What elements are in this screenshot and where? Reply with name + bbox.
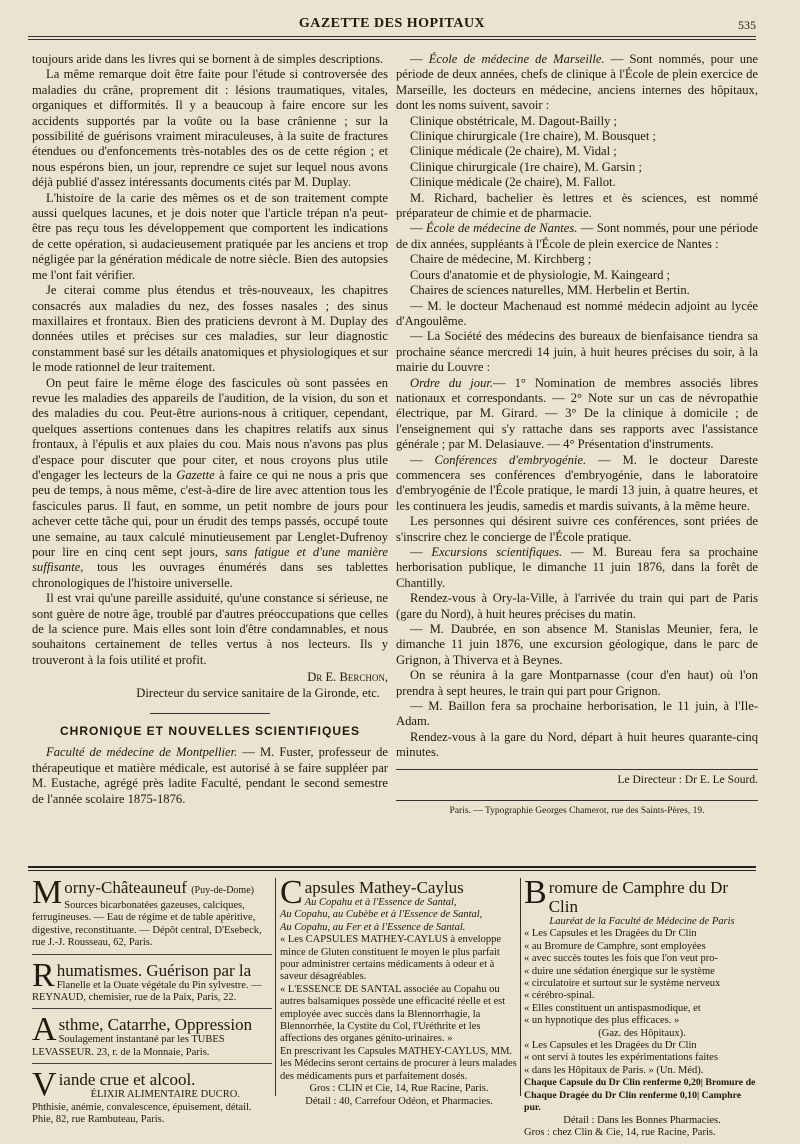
ads-right-column xyxy=(524,874,760,1139)
text-run: On peut faire le même éloge des fascicules où sont passées en revue les maladies des appareils de l'audition, de la vision, du son et des maladies du cou. Peut-être aurions-nous à critiquer, cependant, quelques assertions contenues dans les chapitres relatifs aux sinus frontaux, à l'épulis et aux plaies du cou. Mais nous n'avons pas plus d'espace pour discuter que pour citer, et nous croyons plus utile d'engager les lecteurs de la xyxy=(32,375,388,482)
ad-subheading: Au Copahu, au Fer et à l'Essence de Santal. xyxy=(280,921,466,933)
italic-run: Conférences d'embryogénie. xyxy=(434,452,587,467)
list-item: Clinique médicale (2e chaire), M. Vidal ; xyxy=(410,144,617,159)
paragraph: Il est vrai qu'une pareille assiduité, qu'une constance si sérieuse, ne sont guère de notre âge, troublé par d'autres préoccupations que celles de la science pure. Mais elles sont loin d'être condamnables, et nous souhaitons certainement de telles vertus à nos lecteurs. Ils y trouveront à la fois utilité et profit. xyxy=(32,591,388,667)
ads-column-divider xyxy=(520,878,521,1096)
text-run: — M. Fuster, professeur de thérapeutique et matière médicale, est autorisé à se faire suppléer par M. Eustache, agrégé près ladite Faculté, pendant le second semestre de l'année scolaire 1875-1876. xyxy=(32,745,388,806)
section-title: CHRONIQUE ET NOUVELLES SCIENTIFIQUES xyxy=(59,724,361,739)
ad-heading: iande crue et alcool. xyxy=(58,1070,196,1090)
paragraph: — M. Daubrée, en son absence M. Stanislas Meunier, fera, le dimanche 11 juin 1876, une excursion géologique, dans le parc de Grignon, à Thiverva et à Beynes. xyxy=(396,622,758,667)
ad-body: En prescrivant les Capsules MATHEY-CAYLUS, MM. les Médecins seront certains de procurer à leurs malades des médicaments purs et parfaitement dosés. xyxy=(280,1045,517,1082)
ad-line: « dans les Hôpitaux de Paris. » (Un. Méd). xyxy=(524,1064,704,1076)
ad-initial: V xyxy=(32,1066,57,1104)
ad-initial: A xyxy=(32,1011,57,1049)
appointment-list xyxy=(396,114,758,191)
ad-heading: sthme, Catarrhe, Oppression xyxy=(58,1015,253,1035)
list-item: Cours d'anatomie et de physiologie, M. Kaingeard ; xyxy=(410,267,671,282)
paragraph: — École de médecine de Nantes. — Sont nommés, pour une période de dix années, suppléants à l'École de plein exercice de Nantes : xyxy=(396,221,759,251)
ads-rule-thin xyxy=(28,870,756,871)
ad-line: (Gaz. des Hôpitaux). xyxy=(598,1027,686,1039)
text-run: — 1° Nomination de membres associés libres nationaux et correspondants. — 2° Note sur un cas de névropathie électrique, par M. Girard. — 3° De la clinique à domicile ; de l'enseignement qui s'y rattache dans ses rapports avec l'assistance générale ; par M. Delasiauve. — 4° Présentation d'instruments. xyxy=(396,375,759,452)
ad-line: « ont servi à toutes les expérimentations faites xyxy=(524,1052,718,1064)
paragraph xyxy=(396,376,758,453)
ad-heading: apsules Mathey-Caylus xyxy=(304,878,464,897)
journal-title: GAZETTE DES HOPITAUX xyxy=(298,16,486,31)
ad-line: Chaque Dragée du Dr Clin renferme 0,10| Camphre pur. xyxy=(524,1089,742,1114)
ad-morny xyxy=(32,874,272,955)
ad-line: « au Bromure de Camphre, sont employées xyxy=(524,940,706,952)
ad-subheading: Au Copahu et à l'Essence de Santal, xyxy=(304,897,457,908)
ads-rule xyxy=(28,866,756,868)
appointment-list xyxy=(396,252,758,298)
paragraph: Je citerai comme plus étendus et très-nouveaux, les chapitres consacrés aux maladies du nez, des fosses nasales ; des sinus maxillaires et frontaux. Bien des praticiens devront à M. Duplay des données utiles et précises sur ces maladies, sur leur diagnostic constamment basé sur les détails anatomiques et physiologiques et sur le mode rationnel de leur traitement. xyxy=(32,283,388,375)
left-column xyxy=(32,52,388,807)
text-run: — Sont nommés, pour une période de dix années, suppléants à l'École de plein exercice de Nantes : xyxy=(396,221,759,251)
paragraph: On se réunira à la gare Montparnasse (cour d'en haut) où l'on prendra à sept heures, le train qui part pour Grignon. xyxy=(396,668,758,698)
paragraph: M. Richard, bachelier ès lettres et ès sciences, est nommé préparateur de chimie et de pharmacie. xyxy=(396,190,758,221)
ad-rhumatismes xyxy=(32,956,272,1010)
author-signature: Dr E. Berchon, xyxy=(307,670,388,685)
ad-heading: romure de Camphre du Dr Clin xyxy=(548,878,729,916)
paragraph: — École de médecine de Marseille. — Sont nommés, pour une période de deux années, chefs de clinique à l'École de plein exercice de Marseille, les docteurs en médecine, anciens internes des hôpitaux, dont les noms suivent, savoir : xyxy=(396,52,758,113)
ad-heading: humatismes. Guérison par la xyxy=(56,960,252,980)
text-run: à faire ce qui ne nous a pris que peu de temps, à nous même, c'est-à-dire de lire avec attention tous les fascicules parus. Il faut, en somme, un petit nombre de jours pour achever cette tâche qui, pour un érudit des temps passés, occupé toute une semaine, au taux calculé minutieusement par Lenglet-Dufrenoy pour lire en cinq cent sept jours, xyxy=(32,467,388,559)
printer-line: Paris. — Typographie Georges Chamerot, rue des Saints-Pères, 19. xyxy=(396,800,758,819)
paragraph: Les personnes qui désirent suivre ces conférences, sont priées de s'inscrire chez le concierge de l'École pratique. xyxy=(396,514,758,544)
paragraph: — La Société des médecins des bureaux de bienfaisance tiendra sa prochaine séance mercredi 14 juin, à huit heures précises du soir, à la mairie du Louvre : xyxy=(396,329,758,375)
italic-run: Faculté de médecine de Montpellier. xyxy=(46,745,238,760)
ads-column-divider xyxy=(275,878,276,1096)
list-item: Clinique médicale (2e chaire), M. Fallot. xyxy=(410,175,616,190)
list-item: Chaire de médecine, M. Kirchberg ; xyxy=(410,252,592,267)
ad-line: « circulatoire et surtout sur le système nerveux xyxy=(524,978,721,990)
ad-body: Phthisie, anémie, convalescence, épuisement, détail. Phie, 82, rue Rambuteau, Paris. xyxy=(32,1101,252,1126)
section-divider xyxy=(150,713,270,714)
list-item: Clinique chirurgicale (1re chaire), M. Garsin ; xyxy=(410,159,642,174)
ad-heading xyxy=(32,878,272,900)
italic-run: sans fatigue et d'une manière suffisante, xyxy=(32,545,389,575)
director-rule xyxy=(396,769,758,770)
ad-line: « un hypnotique des plus efficaces. » xyxy=(524,1015,680,1027)
ad-initial: B xyxy=(524,874,547,911)
italic-run: École de médecine de Nantes. xyxy=(425,221,578,236)
ad-asthme xyxy=(32,1011,272,1064)
ad-line: « Elles constituent un antispasmodique, et xyxy=(524,1002,701,1014)
ad-line: Détail : Dans les Bonnes Pharmacies. xyxy=(563,1114,721,1126)
paragraph: — M. le docteur Machenaud est nommé médecin adjoint au lycée d'Angoulême. xyxy=(396,298,758,328)
ad-body: Flanelle et la Ouate végétale du Pin sylvestre. — REYNAUD, chemisier, rue de la Paix, Paris, 22. xyxy=(32,979,262,1004)
header-rule-double xyxy=(28,39,756,40)
paragraph: — Excursions scientifiques. — M. Bureau fera sa prochaine herborisation publique, le dimanche 11 juin 1876, dans la forêt de Chantilly. xyxy=(396,545,758,590)
ad-body: « Les CAPSULES MATHEY-CAYLUS à enveloppe mince de Gluten constituent le moyen le plus parfait pour administrer certains médicaments à odeur et à saveur désagréables. xyxy=(280,934,501,983)
paragraph: — Conférences d'embryogénie. — M. le docteur Dareste commencera ses conférences d'embryogénie, dans le laboratoire d'embryogénie de l'École pratique, le mardi 13 juin, à quatre heures, et les continuera les jeudis, samedis et mardis suivants, à la même heure. xyxy=(396,452,759,513)
ad-line: « avec succès toutes les fois que l'on veut pro- xyxy=(524,953,719,965)
ad-heading-tag: (Puy-de-Dome) xyxy=(191,885,254,896)
paragraph xyxy=(32,745,388,807)
ad-body: Soulagement instantané par les TUBES LEVASSEUR. 23, r. de la Monnaie, Paris. xyxy=(32,1034,225,1058)
ads-middle-column xyxy=(280,874,518,1108)
ad-initial: R xyxy=(32,956,55,994)
text-run: — M. le docteur Dareste commencera ses conférences d'embryogénie, dans le laboratoire d'embryogénie de l'École pratique, le mardi 13 juin, à quatre heures, et les continuera les jeudis, samedis et mardis suivants, à la même heure. xyxy=(396,452,759,513)
ad-line: « cérébro-spinal. xyxy=(524,990,595,1002)
paragraph: L'histoire de la carie des mêmes os et de son traitement compte aussi quelques lacunes, et je dois noter que l'article trépan n'a peut-être pas reçu tous les développement que comportent les indications de cette opération, si audacieusement pratiquée par les anciens et trop négligée par la génération médicale de notre siècle. Bien des autopsies me l'ont fait vérifier. xyxy=(32,190,388,282)
ad-detail: Détail : 40, Carrefour Odéon, et Pharmacies. xyxy=(305,1095,493,1107)
ad-heading-text: orny-Châteauneuf xyxy=(64,878,187,897)
director-line: Le Directeur : Dr E. Le Sourd. xyxy=(617,773,758,786)
paragraph xyxy=(32,376,388,592)
ad-line: « Les Capsules et les Dragées du Dr Clin xyxy=(524,928,697,940)
header-rule xyxy=(28,36,756,37)
ad-body: ÉLIXIR ALIMENTAIRE DUCRO. xyxy=(90,1089,240,1101)
text-run: — M. Bureau fera sa prochaine herborisation publique, le dimanche 11 juin 1876, dans la forêt de Chantilly. xyxy=(396,545,758,590)
italic-run: Excursions scientifiques. xyxy=(431,545,563,559)
italic-run: École de médecine de Marseille. xyxy=(428,52,605,66)
ads-left-column xyxy=(32,874,272,1136)
page-header xyxy=(28,14,756,44)
ad-subheading: Lauréat de la Faculté de Médecine de Paris xyxy=(549,916,735,927)
paragraph: Rendez-vous à Ory-la-Ville, à l'arrivée du train qui part de Paris (gare du Nord), à huit heures précises du matin. xyxy=(396,591,758,621)
gazette-italic: Gazette xyxy=(176,467,215,482)
paragraph: — M. Baillon fera sa prochaine herborisation, le 11 juin, à l'Ile-Adam. xyxy=(396,699,758,729)
author-title: Directeur du service sanitaire de la Gironde, etc. xyxy=(136,685,380,700)
text-run: tous les ouvrages énumérés dans ses tablettes chronologiques de l'histoire universelle. xyxy=(32,560,388,590)
text-run: — Sont nommés, pour une période de deux années, chefs de clinique à l'École de plein exercice de Marseille, les docteurs en médecine, anciens internes des hôpitaux, dont les noms suivent, savoir : xyxy=(396,52,758,113)
paragraph: La même remarque doit être faite pour l'étude si controversée des maladies du crâne, proprement dit : lésions traumatiques, vitales, organiques et difformités. Il y a beaucoup à faire encore sur les accidents supportés par la voûte ou la base crânienne ; sur la possibilité de guérisons vraiment miraculeuses, à la suite de fractures étendues ou d'enfoncements très-notables des os de cette région ; et nous espérons bien, un jour, reprendre ce sujet sur lequel nous avons déjà publié d'assez intéressants documents cités par M. Duplay. xyxy=(32,67,388,190)
paragraph: toujours aride dans les livres qui se bornent à de simples descriptions. xyxy=(32,52,384,66)
ad-initial: C xyxy=(280,874,303,911)
ad-line: Chaque Capsule du Dr Clin renferme 0,20| Bromure de xyxy=(524,1077,756,1089)
ad-line: « Les Capsules et les Dragées du Dr Clin xyxy=(524,1040,697,1052)
ad-initial: M xyxy=(32,874,63,911)
italic-run: Ordre du jour. xyxy=(410,375,494,390)
ad-gros: Gros : CLIN et Cie, 14, Rue Racine, Paris. xyxy=(309,1083,489,1095)
paragraph: Rendez-vous à la gare du Nord, départ à huit heures quarante-cinq minutes. xyxy=(396,729,758,760)
right-column xyxy=(396,52,758,820)
list-item: Chaires de sciences naturelles, MM. Herbelin et Bertin. xyxy=(410,283,690,298)
ad-body: Sources bicarbonatées gazeuses, calciques, ferrugineuses. — Eau de régime et de table apéritive, digestive, reconstituante. — Dépôt central, D'Esebeck, rue J.-J. Rousseau, 62, Paris. xyxy=(32,900,262,949)
page-number: 535 xyxy=(738,18,756,32)
ad-line: Gros : chez Clin & Cie, 14, rue Racine, Paris. xyxy=(524,1126,716,1138)
ad-line: « duire une sédation énergique sur le système xyxy=(524,965,715,977)
ad-viande xyxy=(32,1066,272,1130)
list-item: Clinique obstétricale, M. Dagout-Bailly ; xyxy=(410,113,618,128)
ad-subheading: Au Copahu, au Cubèbe et à l'Essence de Santal, xyxy=(280,909,483,921)
ad-body: « L'ESSENCE DE SANTAL associée au Copahu ou autres balsamiques possède une efficacité réelle et est employée avec succès dans la Blennorrhagie, la Blennorrhée, la Cystite du Col, l'Uréthrite et les affections des organes génito-urinaires. » xyxy=(280,983,506,1045)
list-item: Clinique chirurgicale (1re chaire), M. Bousquet ; xyxy=(410,129,656,144)
